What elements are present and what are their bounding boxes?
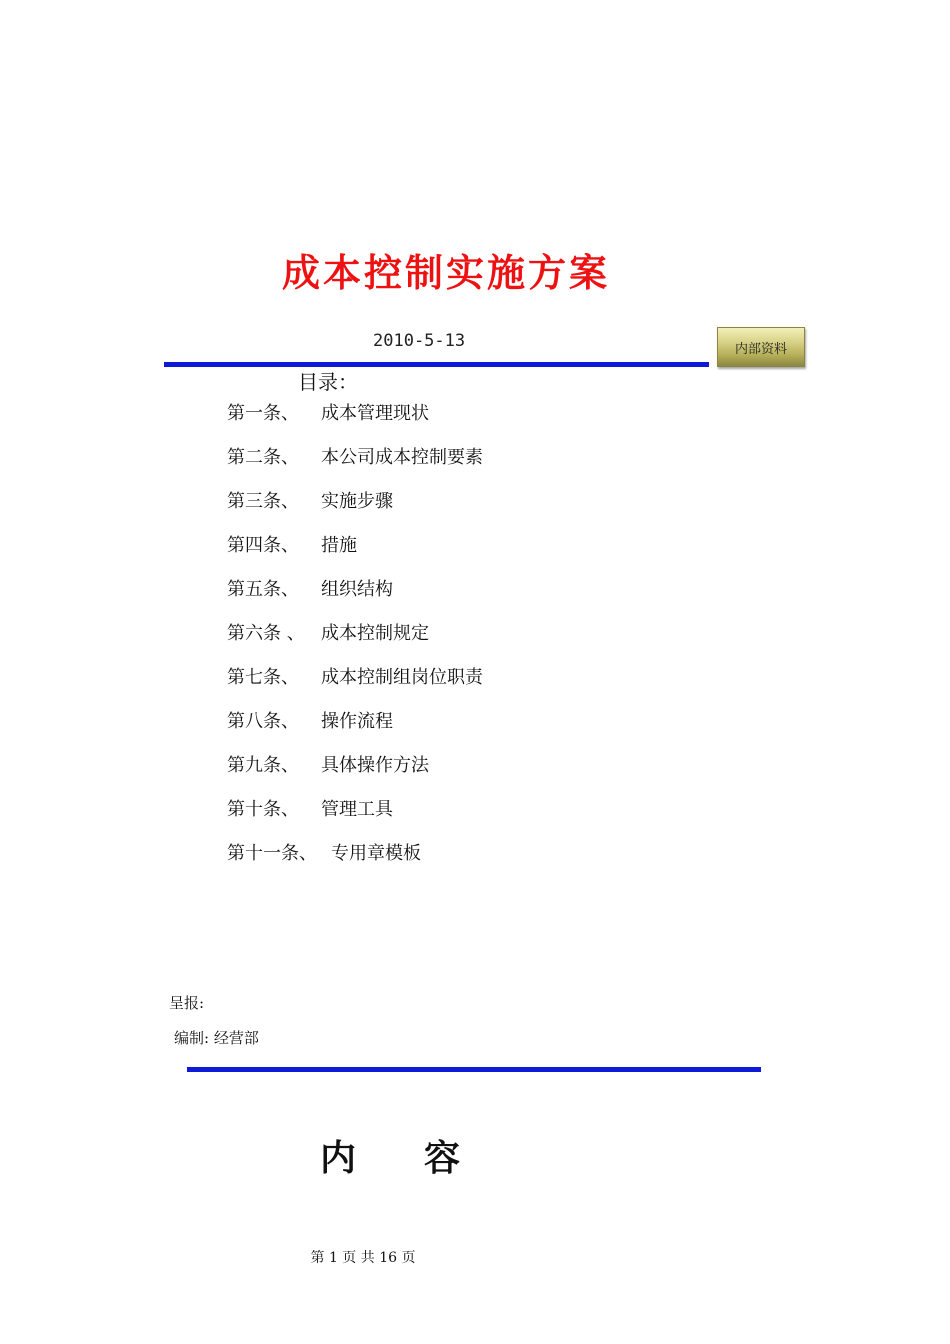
toc-item-7[interactable] bbox=[227, 660, 483, 704]
toc-item-3[interactable] bbox=[227, 484, 483, 528]
toc-number: 第六条 、 bbox=[227, 623, 305, 644]
toc-text: 组织结构 bbox=[321, 579, 393, 600]
toc-number: 第二条、 bbox=[227, 447, 299, 468]
toc-text: 措施 bbox=[321, 535, 357, 556]
toc-text: 成本控制组岗位职责 bbox=[321, 667, 483, 688]
bottom-divider bbox=[187, 1067, 761, 1072]
table-of-contents bbox=[227, 396, 483, 880]
toc-number: 第十条、 bbox=[227, 799, 299, 820]
toc-item-2[interactable] bbox=[227, 440, 483, 484]
toc-text: 成本管理现状 bbox=[321, 403, 429, 424]
top-divider bbox=[164, 362, 709, 367]
toc-number: 第三条、 bbox=[227, 491, 299, 512]
toc-number: 第八条、 bbox=[227, 711, 299, 732]
editor-line: 编制: 经营部 bbox=[174, 1029, 259, 1047]
toc-number: 第四条、 bbox=[227, 535, 299, 556]
toc-text: 本公司成本控制要素 bbox=[321, 447, 483, 468]
toc-text: 管理工具 bbox=[321, 799, 393, 820]
toc-text: 具体操作方法 bbox=[321, 755, 429, 776]
content-heading-char-2: 容 bbox=[424, 1137, 463, 1179]
toc-item-8[interactable] bbox=[227, 704, 483, 748]
toc-text: 成本控制规定 bbox=[321, 623, 429, 644]
toc-text: 专用章模板 bbox=[331, 843, 421, 864]
internal-badge: 内部资料 bbox=[717, 327, 805, 367]
page-footer: 第 1 页 共 16 页 bbox=[310, 1250, 416, 1266]
document-title: 成本控制实施方案 bbox=[281, 250, 610, 295]
toc-item-4[interactable] bbox=[227, 528, 483, 572]
toc-item-6[interactable] bbox=[227, 616, 483, 660]
toc-item-1[interactable] bbox=[227, 396, 483, 440]
toc-text: 操作流程 bbox=[321, 711, 393, 732]
toc-text: 实施步骤 bbox=[321, 491, 393, 512]
content-heading-char-1: 内 bbox=[320, 1137, 359, 1179]
toc-number: 第十一条、 bbox=[227, 843, 317, 864]
toc-item-9[interactable] bbox=[227, 748, 483, 792]
toc-number: 第一条、 bbox=[227, 403, 299, 424]
report-label: 呈报: bbox=[169, 994, 205, 1012]
toc-number: 第九条、 bbox=[227, 755, 299, 776]
document-date: 2010-5-13 bbox=[373, 331, 466, 351]
toc-item-10[interactable] bbox=[227, 792, 483, 836]
toc-number: 第五条、 bbox=[227, 579, 299, 600]
toc-item-11[interactable] bbox=[227, 836, 483, 880]
toc-number: 第七条、 bbox=[227, 667, 299, 688]
toc-heading: 目录： bbox=[298, 370, 358, 394]
toc-item-5[interactable] bbox=[227, 572, 483, 616]
